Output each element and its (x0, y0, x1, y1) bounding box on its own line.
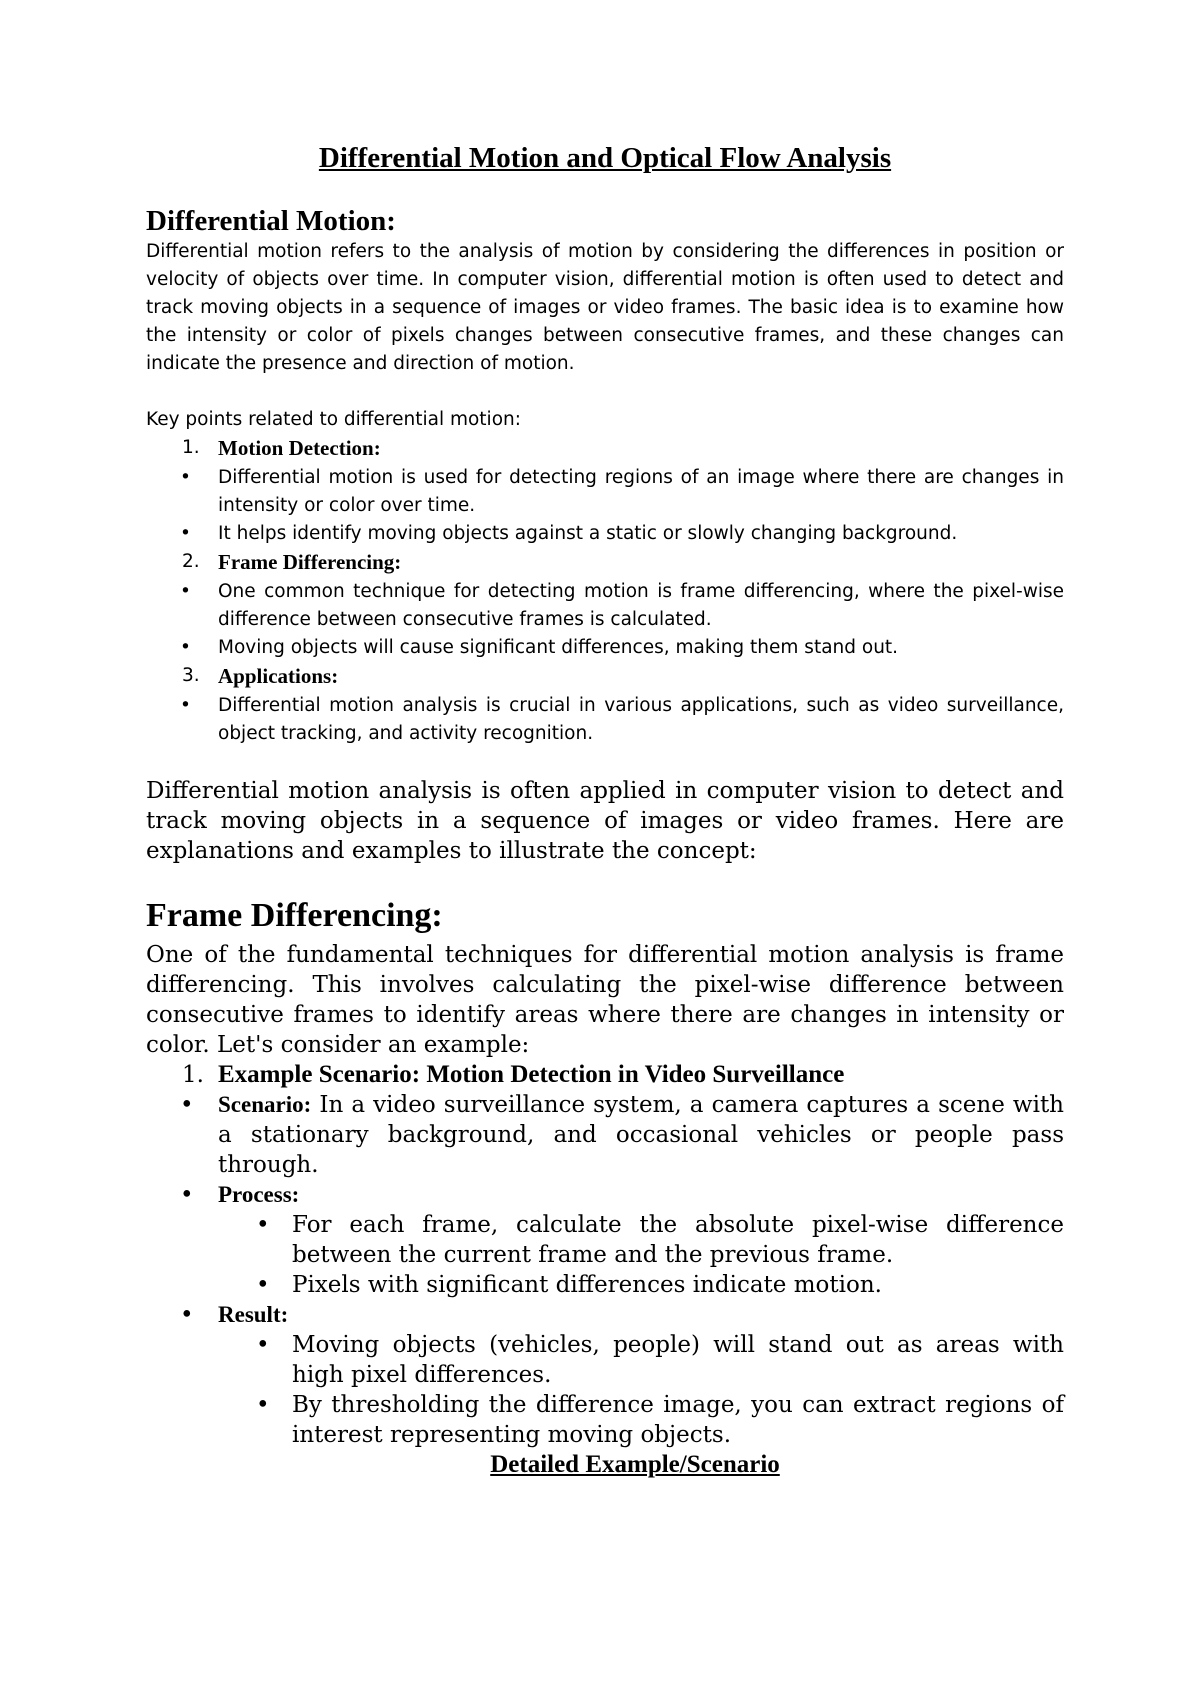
bullet-icon: • (180, 467, 191, 488)
bullet-text: It helps identify moving objects against a static or slowly changing background. (218, 523, 958, 544)
key-point-item (146, 548, 1064, 578)
key-point-title: Motion Detection: (218, 436, 381, 460)
bullet-icon: • (180, 1302, 194, 1328)
key-points-list (146, 434, 1064, 748)
result-label: Result: (218, 1302, 289, 1327)
list-item (146, 692, 1064, 748)
key-point-title: Applications: (218, 664, 339, 688)
example-item (146, 1060, 1064, 1090)
process-text: Pixels with significant differences indicate motion. (292, 1272, 882, 1298)
bullet-text: Differential motion analysis is crucial in various applications, such as video surveillance, object tracking, and activity recognition. (218, 695, 1064, 744)
bullet-icon: • (256, 1212, 270, 1238)
bullet-icon: • (256, 1392, 270, 1418)
key-point-bullets (146, 464, 1064, 548)
key-point-number: 3. (182, 665, 200, 686)
list-item (218, 1330, 1064, 1390)
key-point-number: 2. (182, 551, 200, 572)
list-item (218, 1210, 1064, 1270)
bullet-icon: • (180, 523, 191, 544)
key-point-number: 1. (182, 437, 200, 458)
result-text: By thresholding the difference image, you can extract regions of interest representing moving objects. (292, 1392, 1064, 1448)
bullet-icon: • (256, 1272, 270, 1298)
section-heading-frame-differencing: Frame Differencing: (146, 897, 443, 934)
list-item (146, 464, 1064, 520)
document-title: Differential Motion and Optical Flow Analysis (318, 142, 892, 174)
scenario-text: In a video surveillance system, a camera captures a scene with a stationary background, and occasional vehicles or people pass through. (218, 1092, 1064, 1178)
process-label: Process: (218, 1182, 300, 1207)
bullet-icon: • (256, 1332, 270, 1358)
differential-motion-intro: Differential motion refers to the analysis of motion by considering the differences in position or velocity of objects over time. In computer vision, differential motion is often used to detect and track moving objects in a sequence of images or video frames. The basic idea is to examine how the intensity or color of pixels changes between consecutive frames, and these changes can indicate the presence and direction of motion. (146, 241, 1064, 374)
list-item (146, 578, 1064, 634)
section-heading-differential-motion: Differential Motion: (146, 205, 396, 237)
process-item (146, 1180, 1064, 1300)
list-item (146, 520, 1064, 548)
bullet-icon: • (180, 1182, 194, 1208)
differential-motion-summary: Differential motion analysis is often applied in computer vision to detect and track moving objects in a sequence of images or video frames. Here are explanations and examples to illustrate the concept: (146, 778, 1064, 864)
key-point-bullets (146, 578, 1064, 662)
example-number: 1. (182, 1062, 204, 1088)
bullet-text: Differential motion is used for detecting regions of an image where there are changes in intensity or color over time. (218, 467, 1064, 516)
key-point-item (146, 434, 1064, 464)
scenario-item (146, 1090, 1064, 1180)
bullet-icon: • (180, 581, 191, 602)
list-item (218, 1270, 1064, 1300)
document-page (146, 140, 1064, 1480)
bullet-icon: • (180, 637, 191, 658)
bullet-icon: • (180, 1092, 194, 1118)
list-item (146, 634, 1064, 662)
key-point-bullets (146, 692, 1064, 748)
example-list (146, 1060, 1064, 1450)
detailed-example-heading: Detailed Example/Scenario (490, 1451, 780, 1478)
bullet-text: One common technique for detecting motion is frame differencing, where the pixel-wise difference between consecutive frames is calculated. (218, 581, 1064, 630)
result-text: Moving objects (vehicles, people) will stand out as areas with high pixel differences. (292, 1332, 1064, 1388)
list-item (218, 1390, 1064, 1450)
scenario-label: Scenario: (218, 1092, 312, 1117)
frame-differencing-intro: One of the fundamental techniques for differential motion analysis is frame differencing. This involves calculating the pixel-wise difference between consecutive frames to identify areas where there are changes in intensity or color. Let's consider an example: (146, 942, 1064, 1058)
process-text: For each frame, calculate the absolute pixel-wise difference between the current frame and the previous frame. (292, 1212, 1064, 1268)
key-point-title: Frame Differencing: (218, 550, 402, 574)
bullet-text: Moving objects will cause significant differences, making them stand out. (218, 637, 899, 658)
key-points-intro: Key points related to differential motion: (146, 409, 521, 430)
result-item (146, 1300, 1064, 1450)
key-point-item (146, 662, 1064, 692)
bullet-icon: • (180, 695, 191, 716)
example-title: Example Scenario: Motion Detection in Video Surveillance (218, 1061, 845, 1088)
